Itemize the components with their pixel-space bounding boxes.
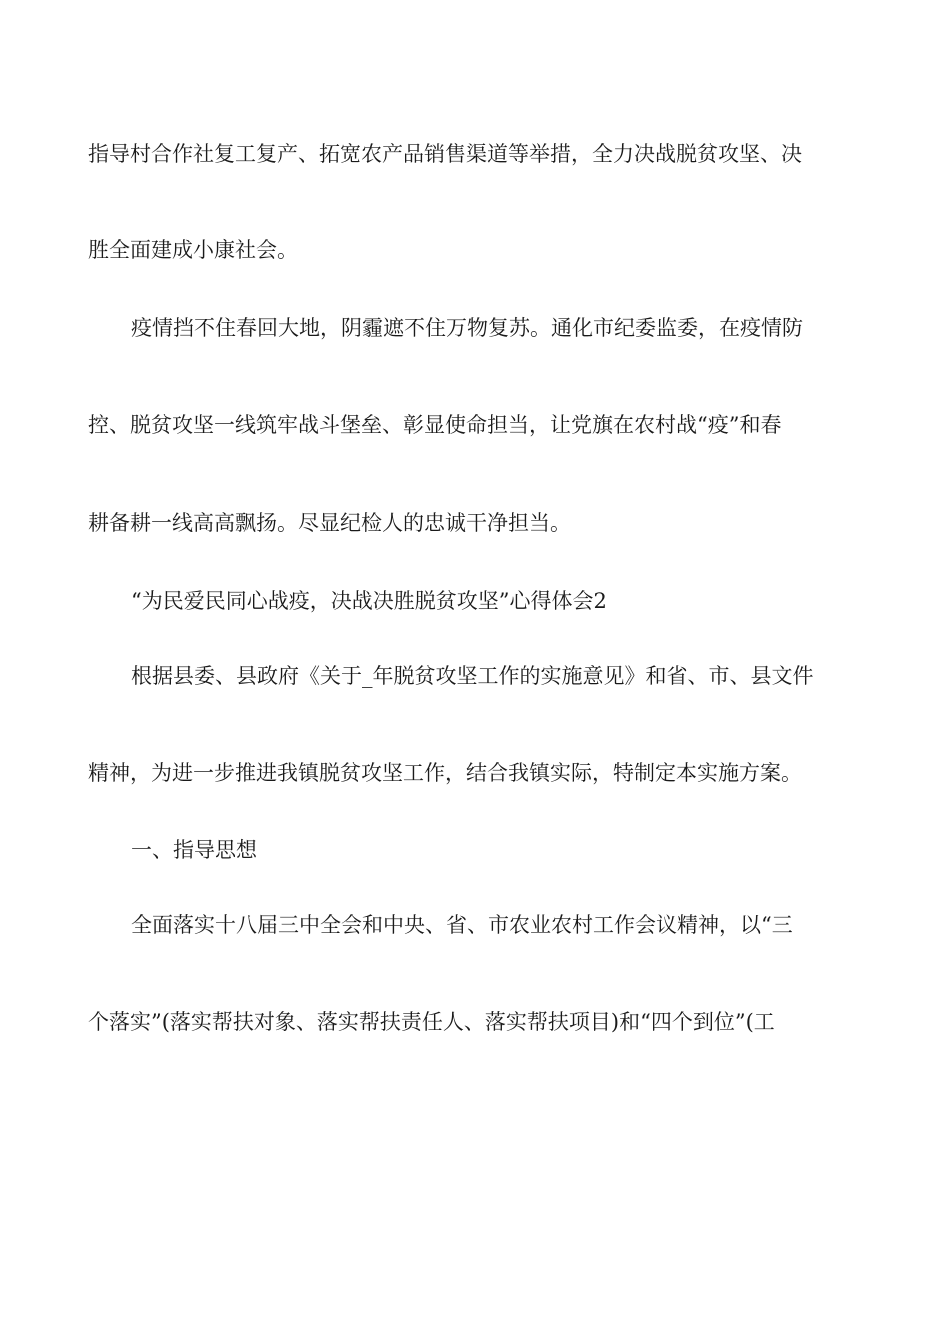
paragraph-line-8: 精神，为进一步推进我镇脱贫攻坚工作，结合我镇实际，特制定本实施方案。	[88, 761, 802, 785]
paragraph-line-2: 胜全面建成小康社会。	[88, 238, 298, 262]
subheading-guiding-ideology: 一、指导思想	[131, 838, 257, 862]
paragraph-line-10: 全面落实十八届三中全会和中央、省、市农业农村工作会议精神，以“三	[131, 913, 793, 937]
paragraph-line-11: 个落实”(落实帮扶对象、落实帮扶责任人、落实帮扶项目)和“四个到位”(工	[88, 1010, 775, 1034]
paragraph-line-4: 控、脱贫攻坚一线筑牢战斗堡垒、彰显使命担当，让党旗在农村战“疫”和春	[88, 413, 782, 437]
paragraph-line-1: 指导村合作社复工复产、拓宽农产品销售渠道等举措，全力决战脱贫攻坚、决	[88, 142, 802, 166]
paragraph-line-5: 耕备耕一线高高飘扬。尽显纪检人的忠诚干净担当。	[88, 511, 571, 535]
section-heading: “为民爱民同心战疫，决战决胜脱贫攻坚”心得体会2	[131, 589, 607, 613]
paragraph-line-3: 疫情挡不住春回大地，阴霾遮不住万物复苏。通化市纪委监委，在疫情防	[131, 316, 803, 340]
paragraph-line-7: 根据县委、县政府《关于_年脱贫攻坚工作的实施意见》和省、市、县文件	[131, 664, 814, 688]
